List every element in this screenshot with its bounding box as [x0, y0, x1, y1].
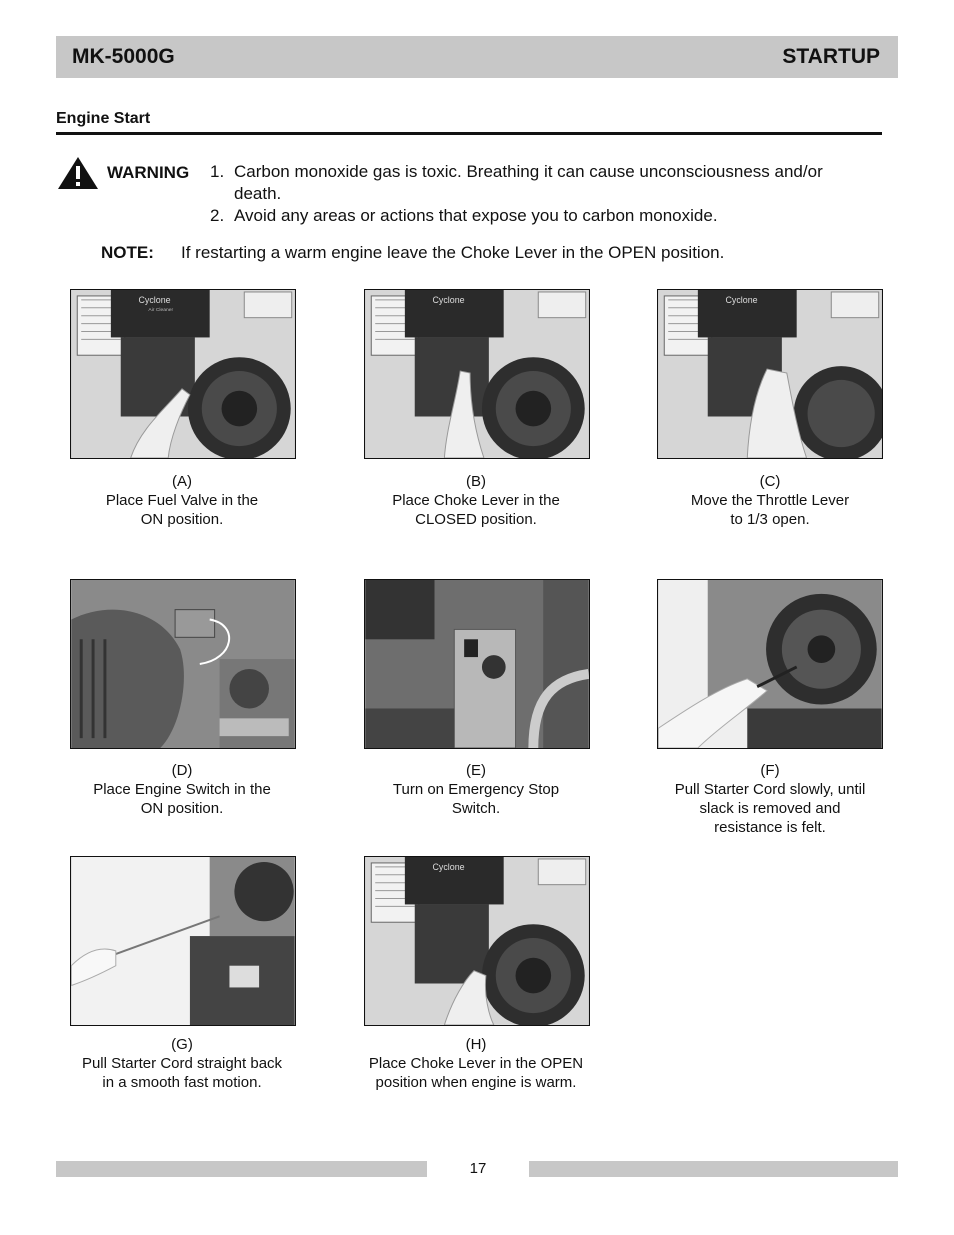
cyclone-label: Cyclone: [432, 294, 465, 305]
photo-step-e: [364, 579, 590, 749]
warning-item: 2. Avoid any areas or actions that expose you to carbon monoxide.: [210, 206, 718, 225]
note-label: NOTE:: [101, 243, 154, 262]
photo-step-g: [70, 856, 296, 1026]
caption-step-g: (G) Pull Starter Cord straight back in a smooth fast motion.: [81, 1036, 283, 1091]
air-cleaner-label: Air Cleaner: [148, 307, 174, 313]
caption-step-h: (H) Place Choke Lever in the OPEN position when engine is warm.: [368, 1036, 584, 1091]
caption-step-e: (E) Turn on Emergency Stop Switch.: [392, 762, 560, 817]
cyclone-label: Cyclone: [725, 294, 758, 305]
photo-step-d: [70, 579, 296, 749]
cyclone-label: Cyclone: [138, 294, 171, 305]
note-text: If restarting a warm engine leave the Choke Lever in the OPEN position.: [181, 243, 725, 262]
caption-step-c: (C) Move the Throttle Lever to 1/3 open.: [690, 473, 850, 528]
photo-step-h: [364, 856, 590, 1026]
footer-bar-left: [56, 1161, 427, 1177]
warning-triangle-icon: [57, 156, 99, 190]
section-name: STARTUP: [782, 45, 880, 68]
caption-step-d: (D) Place Engine Switch in the ON position.: [93, 762, 271, 817]
page-header: [56, 36, 898, 78]
photo-step-c: [657, 289, 883, 459]
section-title: Engine Start: [56, 110, 151, 127]
page-number: 17: [469, 1160, 487, 1177]
caption-step-f: (F) Pull Starter Cord slowly, until slack is removed and resistance is felt.: [674, 762, 866, 836]
caption-step-b: (B) Place Choke Lever in the CLOSED position.: [392, 473, 560, 528]
caption-step-a: (A) Place Fuel Valve in the ON position.: [105, 473, 259, 528]
photo-step-f: [657, 579, 883, 749]
warning-label: WARNING: [107, 163, 190, 182]
footer-bar-right: [529, 1161, 898, 1177]
photo-step-b: [364, 289, 590, 459]
warning-list: [210, 161, 870, 227]
section-divider: [56, 132, 882, 135]
photo-step-a: [70, 289, 296, 459]
model-name: MK-5000G: [72, 45, 175, 68]
cyclone-label: Cyclone: [432, 861, 465, 872]
warning-item: 1. Carbon monoxide gas is toxic. Breathing it can cause unconsciousness and/or death.: [210, 162, 823, 203]
